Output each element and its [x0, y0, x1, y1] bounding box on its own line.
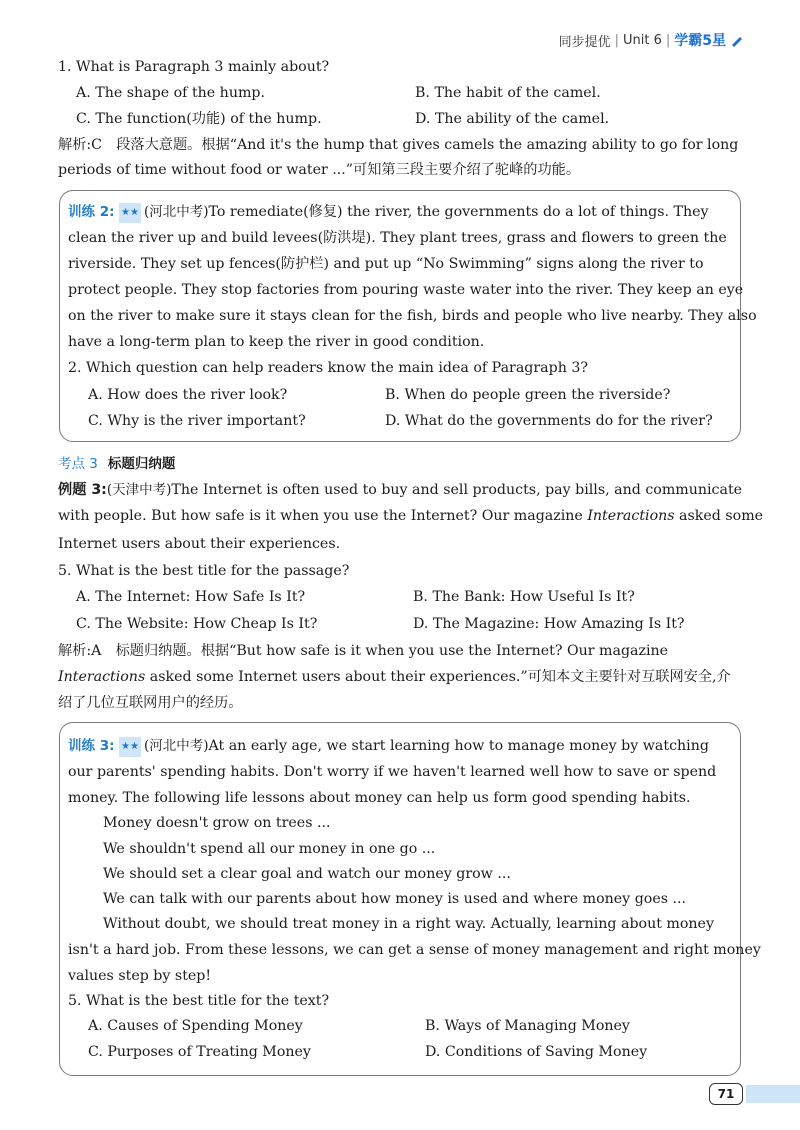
difficulty-stars-icon: ★★ [119, 203, 141, 223]
q1-option-d: D. The ability of the camel. [415, 111, 610, 127]
example-3-line [58, 480, 742, 500]
training-3-lesson: We shouldn't spend all our money in one go ... [103, 841, 436, 857]
training-3-question: 5. What is the best title for the text? [68, 993, 330, 1009]
q1-analysis: periods of time without food or water ...”可知第三段主要介绍了驼峰的功能。 [58, 162, 581, 178]
header-unit: Unit 6 [622, 32, 662, 48]
training-2-line: riverside. They set up fences(防护栏) and put up “No Swimming” signs along the river to [68, 256, 704, 272]
example-3-analysis-text: asked some Internet users about their experiences.”可知本文主要针对互联网安全,介 [145, 669, 731, 685]
training-3-option-d: D. Conditions of Saving Money [425, 1044, 648, 1060]
training-3-option-c: C. Purposes of Treating Money [88, 1044, 311, 1060]
training-2-option-d: D. What do the governments do for the river? [385, 413, 713, 429]
magazine-name: Interactions [58, 669, 146, 685]
training-2-line: protect people. They stop factories from pouring waste water into the river. They keep an eye [68, 282, 744, 298]
training-2-question: 2. Which question can help readers know the main idea of Paragraph 3? [68, 360, 588, 376]
example-3-text: with people. But how safe is it when you use the Internet? Our magazine [58, 508, 588, 524]
example-3-text: asked some [674, 508, 764, 524]
training-2-line: clean the river up and build levees(防洪堤). They plant trees, grass and flowers to green the [68, 230, 727, 246]
training-3-line: money. The following life lessons about money can help us form good spending habits. [68, 790, 691, 806]
example-3-option-a: A. The Internet: How Safe Is It? [76, 589, 306, 605]
header-series: 同步提优 [558, 34, 611, 50]
example-3-analysis: 绍了几位互联网用户的经历。 [58, 695, 243, 711]
example-3-region: (天津中考) [106, 482, 172, 498]
example-3-option-d: D. The Magazine: How Amazing Is It? [413, 616, 685, 632]
header-separator: | [614, 32, 619, 48]
training-3-label: 训练 3: [68, 738, 115, 754]
training-2-option-b: B. When do people green the riverside? [385, 387, 671, 403]
q1-stem: 1. What is Paragraph 3 mainly about? [58, 59, 330, 75]
header-brand: 学霸5星 [674, 33, 726, 49]
training-3-line: our parents' spending habits. Don't worry if we haven't learned well how to save or spend [68, 764, 717, 780]
example-3-question: 5. What is the best title for the passage? [58, 563, 350, 579]
example-3-option-c: C. The Website: How Cheap Is It? [76, 616, 318, 632]
training-3-text: At an early age, we start learning how to manage money by watching [208, 738, 709, 754]
training-2-region: (河北中考) [143, 204, 209, 220]
kaodian-title: 标题归纳题 [107, 456, 176, 472]
q1-option-b: B. The habit of the camel. [415, 85, 601, 101]
training-3-option-a: A. Causes of Spending Money [88, 1018, 303, 1034]
example-3-line: Internet users about their experiences. [58, 536, 341, 552]
training-3-lesson: Money doesn't grow on trees ... [103, 815, 331, 831]
example-3-analysis [58, 667, 731, 687]
page-number: 71 [709, 1083, 743, 1105]
page-number-bar [746, 1085, 800, 1103]
example-3-analysis: 解析:A 标题归纳题。根据“But how safe is it when you use the Internet? Our magazine [58, 643, 669, 659]
training-2-line: have a long-term plan to keep the river in good condition. [68, 334, 485, 350]
training-2-line: on the river to make sure it stays clean for the fish, birds and people who live nearby. They also [68, 308, 757, 324]
example-3-label: 例题 3: [58, 482, 107, 498]
training-3-option-b: B. Ways of Managing Money [425, 1018, 630, 1034]
q1-option-c: C. The function(功能) of the hump. [76, 111, 322, 127]
training-2-line [68, 202, 709, 223]
training-3-line: values step by step! [68, 968, 212, 984]
example-3-text: The Internet is often used to buy and sell products, pay bills, and communicate [171, 482, 743, 498]
magazine-name: Interactions [587, 508, 675, 524]
kaodian-heading [58, 454, 175, 474]
example-3-line [58, 506, 763, 526]
training-2-text: To remediate(修复) the river, the governments do a lot of things. They [208, 204, 709, 220]
training-2-option-a: A. How does the river look? [88, 387, 288, 403]
q1-option-a: A. The shape of the hump. [76, 85, 266, 101]
training-3-line: Without doubt, we should treat money in a right way. Actually, learning about money [103, 916, 714, 932]
training-3-line [68, 736, 709, 757]
kaodian-label: 考点 3 [58, 456, 98, 472]
training-3-region: (河北中考) [143, 738, 209, 754]
training-2-option-c: C. Why is the river important? [88, 413, 306, 429]
training-3-line: isn't a hard job. From these lessons, we can get a sense of money management and right money [68, 942, 761, 958]
training-3-lesson: We can talk with our parents about how money is used and where money goes ... [103, 891, 687, 907]
pen-icon [730, 33, 744, 47]
page-header [559, 30, 744, 50]
difficulty-stars-icon: ★★ [119, 737, 141, 757]
training-2-label: 训练 2: [68, 204, 115, 220]
example-3-option-b: B. The Bank: How Useful Is It? [413, 589, 635, 605]
q1-analysis: 解析:C 段落大意题。根据“And it's the hump that gives camels the amazing ability to go for long [58, 137, 739, 153]
header-separator: | [665, 32, 671, 48]
training-3-lesson: We should set a clear goal and watch our money grow ... [103, 866, 511, 882]
